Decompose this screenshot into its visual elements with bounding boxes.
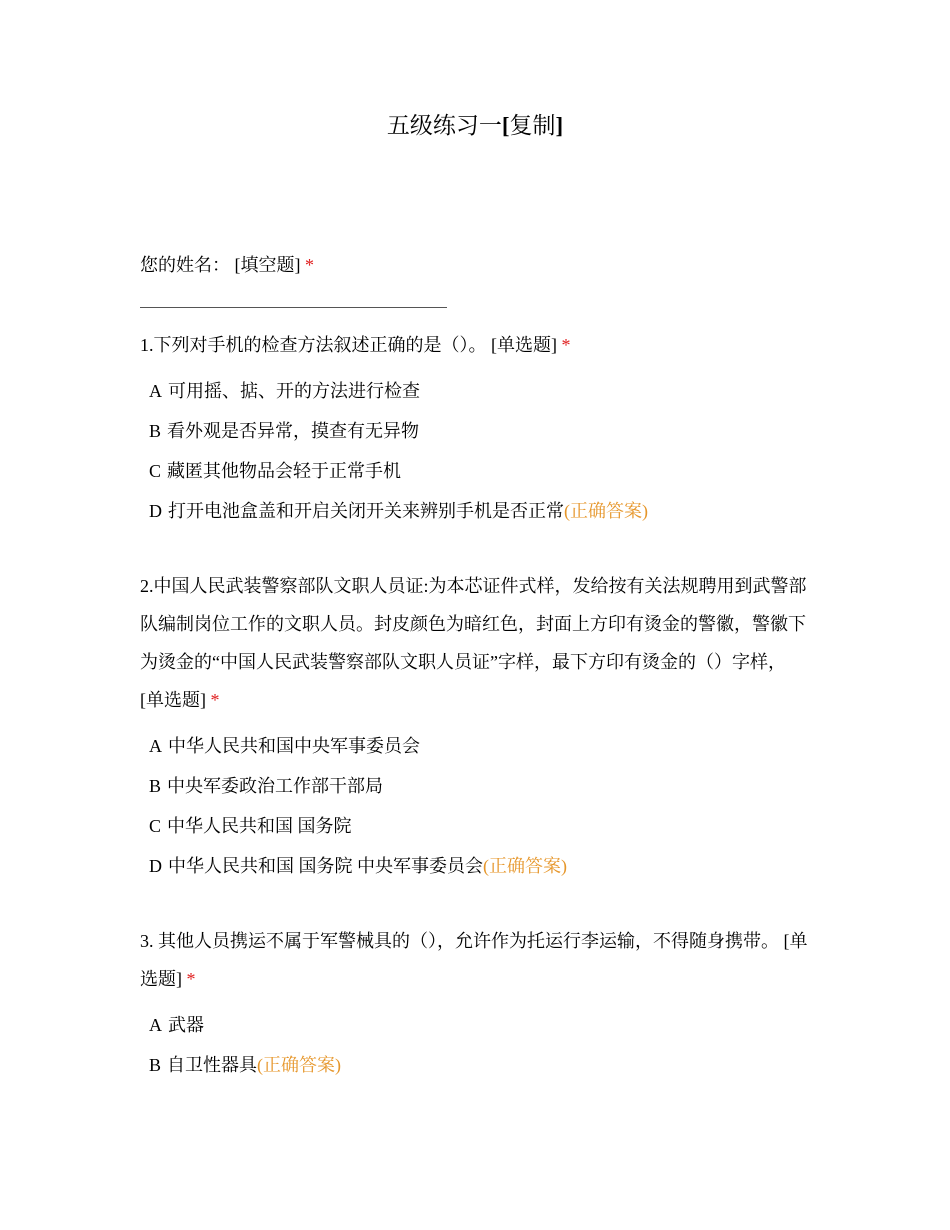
option-letter: B (149, 1055, 162, 1075)
option-text: 武器 (168, 1015, 204, 1035)
option-d[interactable] (149, 846, 810, 886)
question-type-tag: [单选题] (140, 931, 808, 989)
required-mark: * (186, 969, 196, 989)
question-type-tag: [填空题] (234, 255, 301, 275)
option-letter: A (149, 381, 162, 401)
option-letter: C (149, 816, 162, 836)
option-text: 中央军委政治工作部干部局 (167, 776, 384, 796)
option-list (140, 726, 810, 886)
option-text: 自卫性器具 (167, 1055, 258, 1075)
option-text: 看外观是否异常，摸查有无异物 (167, 421, 420, 441)
required-mark: * (561, 335, 571, 355)
option-list (140, 1005, 810, 1085)
option-c[interactable] (149, 451, 810, 491)
option-list (140, 371, 810, 531)
option-b[interactable] (149, 1045, 810, 1085)
title-bracket-open: [ (501, 113, 510, 138)
option-text: 打开电池盒盖和开启关闭开关来辨别手机是否正常 (168, 501, 564, 521)
question-1 (140, 326, 810, 531)
title-suffix: 复制 (509, 113, 556, 138)
correct-answer-note: (正确答案) (564, 501, 648, 521)
option-letter: A (149, 736, 162, 756)
correct-answer-note: (正确答案) (483, 856, 567, 876)
name-question (140, 252, 810, 278)
question-2-text: 2.中国人民武装警察部队文职人员证:为本芯证件式样，发给按有关法规聘用到武警部队编制岗位工作的文职人员。封皮颜色为暗红色，封面上方印有烫金的警徽，警徽下为烫金的“中国人民武装警察部队文职人员证”字样，最下方印有烫金的（）字样， (140, 576, 807, 672)
option-letter: A (149, 1015, 162, 1035)
option-a[interactable] (149, 726, 810, 766)
option-letter: D (149, 856, 162, 876)
option-text: 藏匿其他物品会轻于正常手机 (167, 461, 402, 481)
option-text: 中华人民共和国 国务院 (167, 816, 352, 836)
option-b[interactable] (149, 411, 810, 451)
question-3-text: 3. 其他人员携运不属于军警械具的（），允许作为托运行李运输，不得随身携带。 (140, 931, 779, 951)
option-letter: C (149, 461, 162, 481)
option-letter: B (149, 776, 162, 796)
question-text (140, 326, 810, 364)
option-c[interactable] (149, 806, 810, 846)
required-mark: * (210, 690, 220, 710)
survey-title (0, 110, 950, 142)
correct-answer-note: (正确答案) (257, 1055, 342, 1075)
option-text: 中华人民共和国 国务院 中央军事委员会 (168, 856, 483, 876)
option-text: 中华人民共和国中央军事委员会 (168, 736, 420, 756)
question-type-tag: [单选题] (140, 690, 206, 710)
title-bracket-close: ] (555, 113, 564, 138)
option-a[interactable] (149, 371, 810, 411)
option-a[interactable] (149, 1005, 810, 1045)
option-b[interactable] (149, 766, 810, 806)
question-2 (140, 567, 810, 886)
option-d[interactable] (149, 491, 810, 531)
name-question-label: 您的姓名： (140, 255, 230, 275)
option-letter: D (149, 501, 162, 521)
name-answer-blank[interactable] (140, 307, 447, 308)
question-1-text: 1.下列对手机的检查方法叙述正确的是（）。 (140, 335, 487, 355)
option-letter: B (149, 421, 162, 441)
title-main: 五级练习一 (386, 113, 502, 138)
question-text (140, 567, 810, 719)
question-type-tag: [单选题] (491, 335, 557, 355)
question-text (140, 922, 810, 998)
option-text: 可用摇、掂、开的方法进行检查 (168, 381, 420, 401)
required-mark: * (305, 255, 314, 275)
question-3 (140, 922, 810, 1085)
